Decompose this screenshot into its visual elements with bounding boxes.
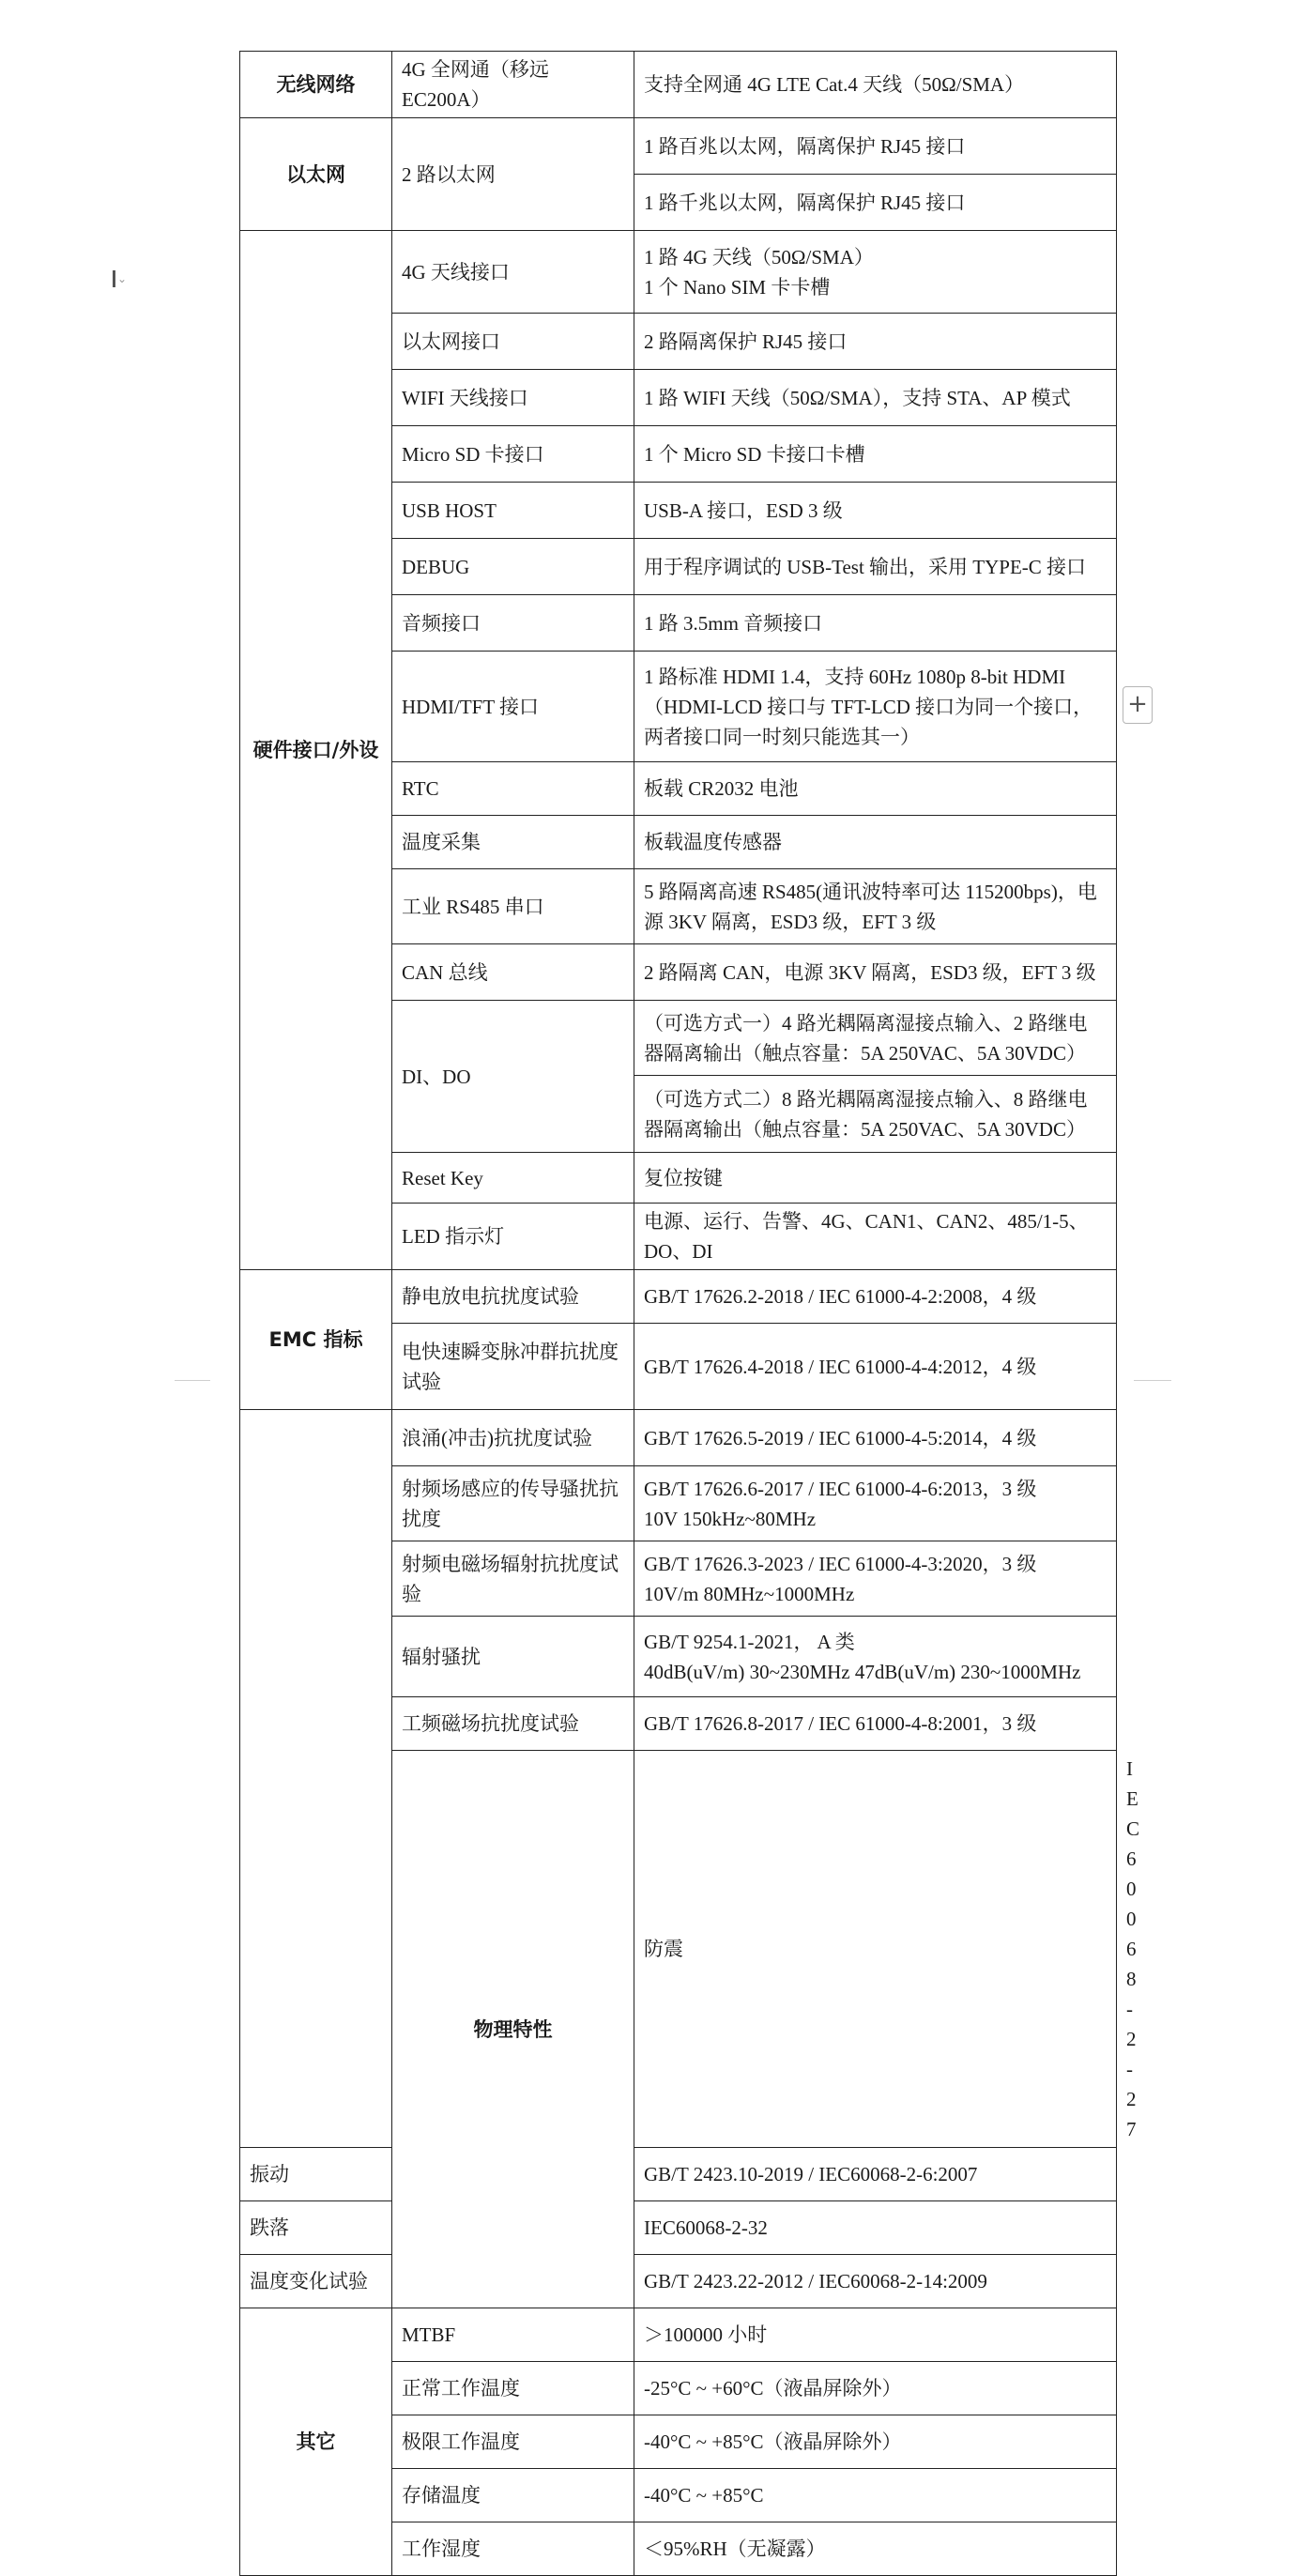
item-cell: WIFI 天线接口 — [392, 370, 634, 426]
description-cell: 1 路 WIFI 天线（50Ω/SMA），支持 STA、AP 模式 — [634, 370, 1117, 426]
description-cell: GB/T 17626.5-2019 / IEC 61000-4-5:2014，4 级 — [634, 1410, 1117, 1466]
description-cell: 板载 CR2032 电池 — [634, 762, 1117, 816]
item-cell: 2 路以太网 — [392, 118, 634, 231]
item-cell: DEBUG — [392, 539, 634, 595]
description-cell: IEC60068-2-32 — [634, 2201, 1117, 2255]
item-cell: 射频场感应的传导骚扰抗扰度 — [392, 1466, 634, 1541]
table-row — [240, 2201, 1117, 2255]
item-cell: 工业 RS485 串口 — [392, 869, 634, 944]
margin-marker[interactable] — [113, 270, 127, 287]
category-cell: 硬件接口/外设 — [240, 231, 392, 1270]
description-cell: GB/T 9254.1-2021， A 类 40dB(uV/m) 30~230MHz 47dB(uV/m) 230~1000MHz — [634, 1617, 1117, 1697]
item-cell: 浪涌(冲击)抗扰度试验 — [392, 1410, 634, 1466]
item-cell: 防震 — [634, 1751, 1117, 2148]
description-cell: ＜95%RH（无凝露） — [634, 2522, 1117, 2576]
page-break-right — [1134, 1380, 1171, 1381]
description-cell: 2 路隔离 CAN，电源 3KV 隔离，ESD3 级，EFT 3 级 — [634, 944, 1117, 1001]
description-cell: 1 路 3.5mm 音频接口 — [634, 595, 1117, 652]
description-cell: ＞100000 小时 — [634, 2308, 1117, 2362]
item-cell: 振动 — [240, 2148, 392, 2201]
description-cell: -40°C ~ +85°C — [634, 2469, 1117, 2522]
category-cell: 无线网络 — [240, 52, 392, 118]
item-cell: 工作湿度 — [392, 2522, 634, 2576]
description-cell: 5 路隔离高速 RS485(通讯波特率可达 115200bps)，电源 3KV 隔离，ESD3 级，EFT 3 级 — [634, 869, 1117, 944]
description-cell: 支持全网通 4G LTE Cat.4 天线（50Ω/SMA） — [634, 52, 1117, 118]
description-cell: GB/T 17626.2-2018 / IEC 61000-4-2:2008，4 级 — [634, 1270, 1117, 1324]
item-cell: 温度变化试验 — [240, 2255, 392, 2308]
category-cell: EMC 指标 — [240, 1270, 392, 1410]
table-row — [240, 231, 1117, 314]
description-cell: GB/T 17626.8-2017 / IEC 61000-4-8:2001，3 级 — [634, 1697, 1117, 1751]
item-cell: DI、DO — [392, 1001, 634, 1153]
description-cell: 1 路千兆以太网，隔离保护 RJ45 接口 — [634, 175, 1117, 231]
item-cell: 温度采集 — [392, 816, 634, 869]
description-cell: GB/T 2423.22-2012 / IEC60068-2-14:2009 — [634, 2255, 1117, 2308]
description-cell: 1 路百兆以太网，隔离保护 RJ45 接口 — [634, 118, 1117, 175]
page-break-left — [175, 1380, 210, 1381]
item-cell: 跌落 — [240, 2201, 392, 2255]
description-cell: 1 路 4G 天线（50Ω/SMA） 1 个 Nano SIM 卡卡槽 — [634, 231, 1117, 314]
category-cell — [240, 1410, 392, 2148]
spec-table — [239, 51, 1140, 2576]
item-cell: Reset Key — [392, 1153, 634, 1204]
item-cell: CAN 总线 — [392, 944, 634, 1001]
description-cell: 1 个 Micro SD 卡接口卡槽 — [634, 426, 1117, 483]
description-cell: -40°C ~ +85°C（液晶屏除外） — [634, 2415, 1117, 2469]
description-cell: 1 路标准 HDMI 1.4，支持 60Hz 1080p 8-bit HDMI（HDMI-LCD 接口与 TFT-LCD 接口为同一个接口，两者接口同一时刻只能选其一） — [634, 652, 1117, 762]
item-cell: 以太网接口 — [392, 314, 634, 370]
description-cell: （可选方式一）4 路光耦隔离湿接点输入、2 路继电器隔离输出（触点容量：5A 250VAC、5A 30VDC） — [634, 1001, 1117, 1076]
chevron-down-icon[interactable]: ⌄ — [117, 272, 128, 285]
item-cell: 极限工作温度 — [392, 2415, 634, 2469]
item-cell: HDMI/TFT 接口 — [392, 652, 634, 762]
category-cell: 物理特性 — [392, 1751, 634, 2308]
table-row — [240, 1270, 1117, 1324]
item-cell: MTBF — [392, 2308, 634, 2362]
description-cell: 2 路隔离保护 RJ45 接口 — [634, 314, 1117, 370]
description-cell: GB/T 17626.6-2017 / IEC 61000-4-6:2013，3 级 10V 150kHz~80MHz — [634, 1466, 1117, 1541]
item-cell: 射频电磁场辐射抗扰度试验 — [392, 1541, 634, 1617]
spec-table-body — [240, 52, 1140, 2576]
description-cell: 复位按键 — [634, 1153, 1117, 1204]
item-cell: 4G 全网通（移远 EC200A） — [392, 52, 634, 118]
item-cell: Micro SD 卡接口 — [392, 426, 634, 483]
description-cell: GB/T 17626.3-2023 / IEC 61000-4-3:2020，3 级 10V/m 80MHz~1000MHz — [634, 1541, 1117, 1617]
description-cell: GB/T 17626.4-2018 / IEC 61000-4-4:2012，4 级 — [634, 1324, 1117, 1410]
item-cell: 工频磁场抗扰度试验 — [392, 1697, 634, 1751]
description-cell: 用于程序调试的 USB-Test 输出，采用 TYPE-C 接口 — [634, 539, 1117, 595]
category-cell: 其它 — [240, 2308, 392, 2576]
item-cell: 4G 天线接口 — [392, 231, 634, 314]
item-cell: USB HOST — [392, 483, 634, 539]
add-row-button[interactable]: + — [1123, 686, 1153, 724]
description-cell: （可选方式二）8 路光耦隔离湿接点输入、8 路继电器隔离输出（触点容量：5A 250VAC、5A 30VDC） — [634, 1076, 1117, 1153]
description-cell: -25°C ~ +60°C（液晶屏除外） — [634, 2362, 1117, 2415]
table-row: 物理特性 防震 IEC60068-2-27 — [240, 1751, 1117, 2148]
description-cell: 电源、运行、告警、4G、CAN1、CAN2、485/1-5、DO、DI — [634, 1204, 1117, 1270]
table-row — [240, 1410, 1117, 1466]
item-cell: 辐射骚扰 — [392, 1617, 634, 1697]
text-cursor-icon — [113, 270, 115, 287]
category-cell: 以太网 — [240, 118, 392, 231]
description-cell: 板载温度传感器 — [634, 816, 1117, 869]
item-cell: 正常工作温度 — [392, 2362, 634, 2415]
description-cell: GB/T 2423.10-2019 / IEC60068-2-6:2007 — [634, 2148, 1117, 2201]
item-cell: 存储温度 — [392, 2469, 634, 2522]
table-row — [240, 52, 1117, 118]
item-cell: RTC — [392, 762, 634, 816]
table-row — [240, 2308, 1117, 2362]
table-row — [240, 2255, 1117, 2308]
item-cell: LED 指示灯 — [392, 1204, 634, 1270]
table-row — [240, 2148, 1117, 2201]
table-row — [240, 118, 1117, 175]
item-cell: 电快速瞬变脉冲群抗扰度试验 — [392, 1324, 634, 1410]
item-cell: 音频接口 — [392, 595, 634, 652]
item-cell: 静电放电抗扰度试验 — [392, 1270, 634, 1324]
description-cell: USB-A 接口，ESD 3 级 — [634, 483, 1117, 539]
